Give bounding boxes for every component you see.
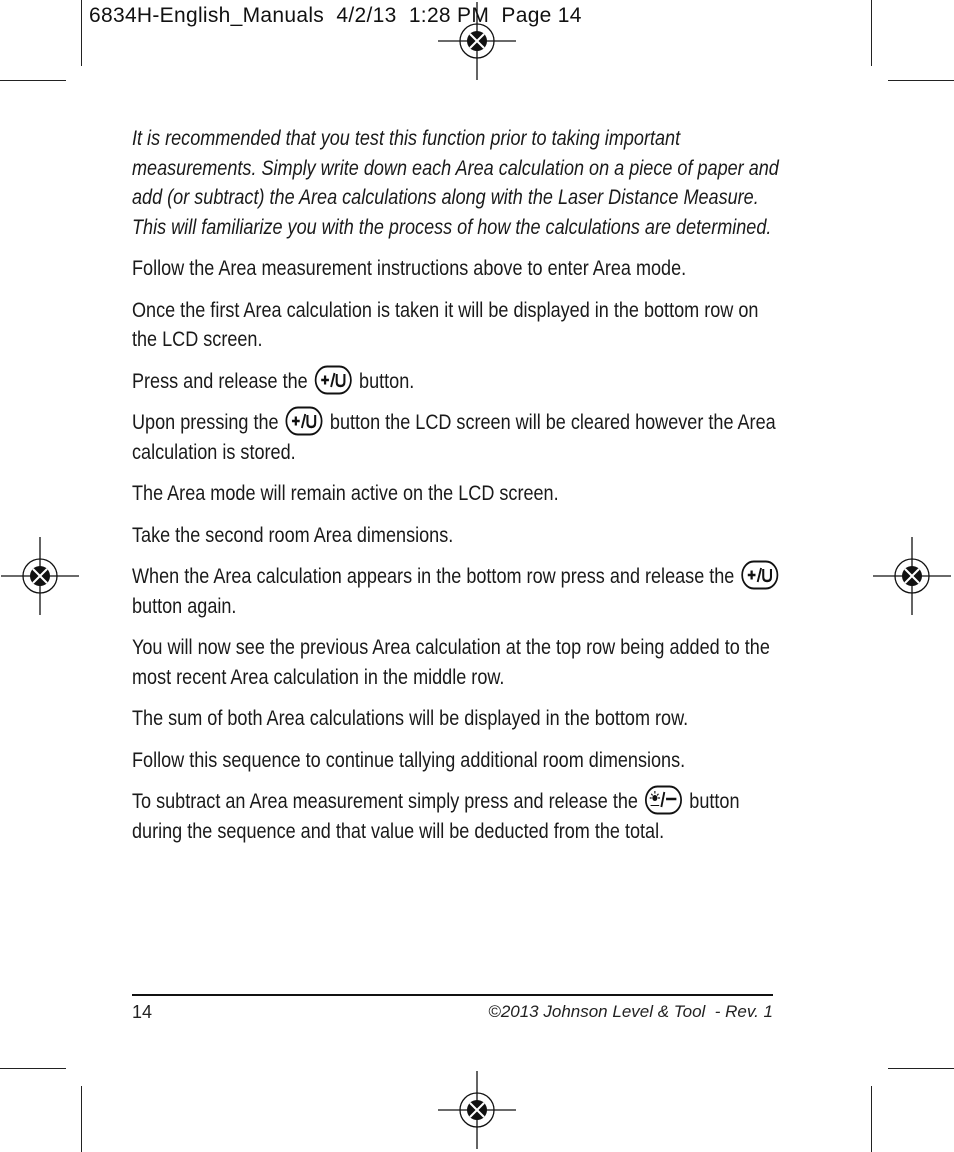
paragraph-text: When the Area calculation appears in the bottom row press and release the — [132, 565, 735, 588]
print-slug: 6834H-English_Manuals 4/2/13 1:28 PM Page 14 — [89, 4, 582, 27]
paragraph-continue-tallying: Follow this sequence to continue tallying additional room dimensions. — [132, 748, 686, 772]
paragraph-text: button again. — [132, 594, 237, 618]
crop-mark-bottom-left-vertical — [81, 1086, 82, 1152]
footer-rule — [132, 994, 773, 996]
copyright-notice: ©2013 Johnson Level & Tool - Rev. 1 — [488, 1002, 773, 1021]
registration-mark-icon — [438, 2, 516, 80]
plus-unit-button-icon — [285, 406, 323, 436]
registration-mark-icon — [873, 537, 951, 615]
registration-mark-icon — [1, 537, 79, 615]
plus-unit-button-icon — [741, 560, 779, 590]
paragraph-area-mode-active: The Area mode will remain active on the LCD screen. — [132, 482, 559, 505]
crop-mark-top-left-vertical — [81, 0, 82, 66]
light-minus-button-icon — [645, 785, 683, 815]
crop-mark-bottom-right-horizontal — [888, 1068, 954, 1069]
paragraph-text: button. — [359, 369, 415, 393]
intro-note: It is recommended that you test this function prior to taking important measurements. Simply write down each Area calculation on a piece of paper and add (or subtract) the Area calculations along with the Laser Distance Measure. This will familiarize you with the process of how the calculations are determined. — [132, 127, 779, 239]
paragraph-enter-area-mode: Follow the Area measurement instructions above to enter Area mode. — [132, 257, 687, 280]
crop-mark-bottom-left-horizontal — [0, 1068, 66, 1069]
paragraph-text: Upon pressing the — [132, 411, 279, 434]
paragraph-text: button during the sequence and that value will be deducted from the total. — [132, 790, 740, 843]
paragraph-sum: The sum of both Area calculations will be displayed in the bottom row. — [132, 707, 689, 730]
paragraph-second-room: Take the second room Area dimensions. — [132, 523, 454, 547]
paragraph-upon-pressing — [132, 408, 782, 467]
paragraph-text: To subtract an Area measurement simply press and release the — [132, 790, 638, 813]
manual-body — [132, 124, 779, 858]
crop-mark-top-left-horizontal — [0, 80, 66, 81]
plus-unit-button-icon — [314, 365, 352, 395]
paragraph-first-calculation: Once the first Area calculation is taken it will be displayed in the bottom row on the LCD screen. — [132, 298, 759, 351]
paragraph-previous-calculation: You will now see the previous Area calculation at the top row being added to the most recent Area calculation in the middle row. — [132, 636, 770, 689]
crop-mark-top-right-horizontal — [888, 80, 954, 81]
paragraph-press-release — [132, 367, 782, 397]
crop-mark-top-right-vertical — [871, 0, 872, 66]
page-number: 14 — [132, 1002, 153, 1022]
paragraph-text: button the LCD screen will be cleared however the Area calculation is stored. — [132, 411, 776, 464]
paragraph-press-again — [132, 562, 782, 621]
paragraph-subtract — [132, 787, 782, 846]
paragraph-text: Press and release the — [132, 369, 308, 393]
registration-mark-icon — [438, 1071, 516, 1149]
crop-mark-bottom-right-vertical — [871, 1086, 872, 1152]
